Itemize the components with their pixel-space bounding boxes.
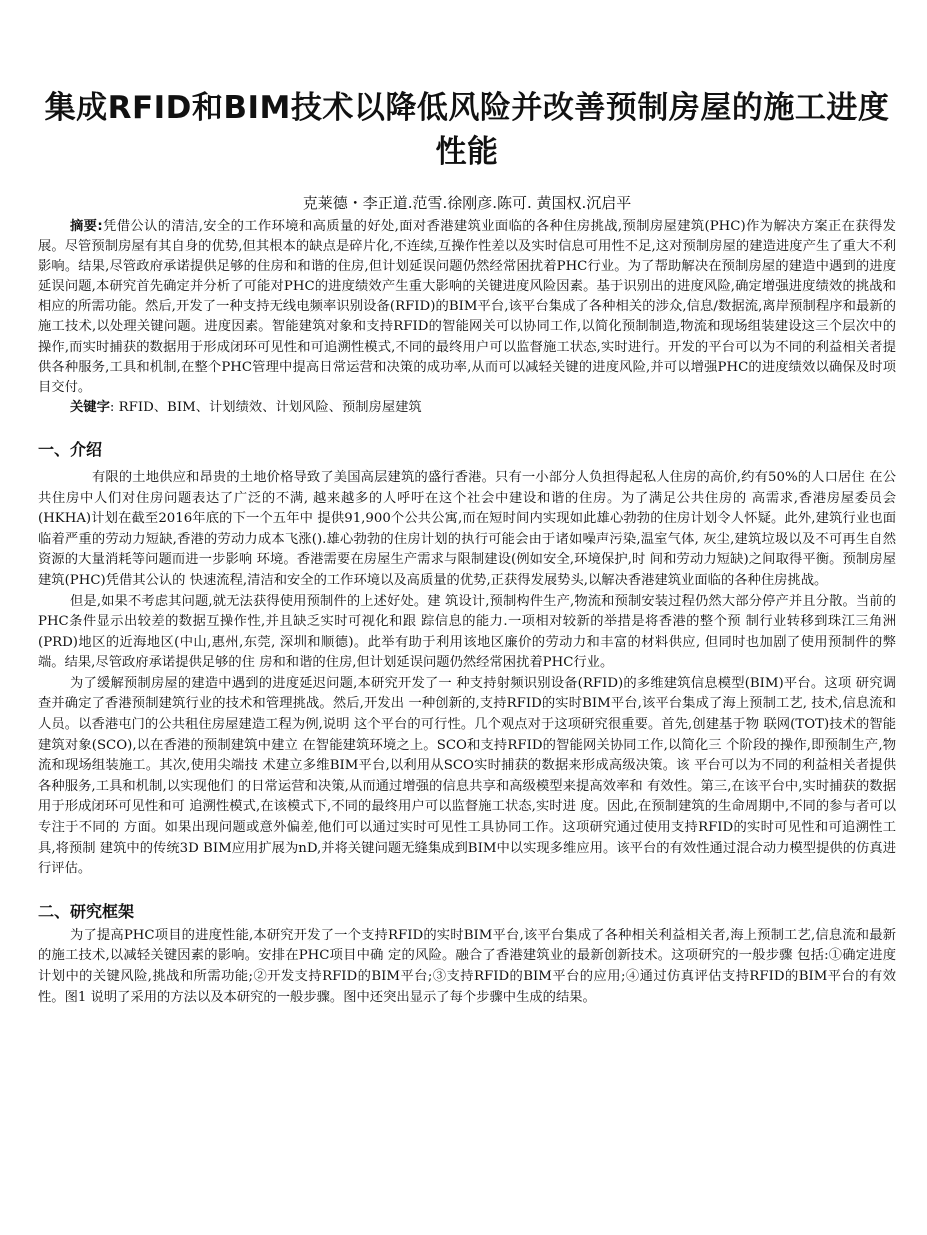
keywords-label: 关键字 (70, 399, 110, 415)
paragraph: 有限的土地供应和昂贵的土地价格导致了美国高层建筑的盛行香港。只有一小部分人负担得起私人住房的高价,约有50%的人口居住 在公共住房中人们对住房问题表达了广泛的不满, 越来越多的人呼吁在这个社会中建设和谐的住房。为了满足公共住房的 高需求,香港房屋委员会(HKHA)计划在截至2016年底的下一个五年中 提供91,900个公共公寓,而在短时间内实现如此雄心勃勃的住房计划令人怀疑。此外,建筑行业也面临着严重的劳动力短缺,香港的劳动力成本飞涨().雄心勃勃的住房计划的执行可能会由于诸如噪声污染,温室气体, 灰尘,建筑垃圾以及不可再生自然资源的大量消耗等问题而进一步影响 环境。香港需要在房屋生产需求与限制建设(例如安全,环境保护,时 间和劳动力短缺)之间取得平衡。预制房屋建筑(PHC)凭借其公认的 快速流程,清洁和安全的工作环境以及高质量的优势,正获得发展势头,以解决香港建筑业面临的各种住房挑战。 (38, 469, 896, 588)
abstract-text: 凭借公认的清洁,安全的工作环境和高质量的好处,面对香港建筑业面临的各种住房挑战,预制房屋建筑(PHC)作为解决方案正在获得发展。尽管预制房屋有其自身的优势,但其根本的缺点是碎片化,不连续,互操作性差以及实时信息可用性不足,这对预制房屋的建造进度产生了重大不利影响。结果,尽管政府承诺提供足够的住房和和谐的住房,但计划延误问题仍然经常困扰着PHC行业。为了帮助解决在预制房屋的建造中遇到的进度延误问题,本研究首先确定并分析了可能对PHC的进度绩效产生重大影响的关键进度风险因素。基于识别出的进度风险,确定增强进度绩效的挑战和相应的所需功能。然后,开发了一种支持无线电频率识别设备(RFID)的BIM平台,该平台集成了各种相关的涉众,信息/数据流,离岸预制程序和最新的施工技术,以处理关键问题。进度因素。智能建筑对象和支持RFID的智能网关可以协同工作,以简化预制制造,物流和现场组装建设这三个层次中的操作,而实时捕获的数据用于形成闭环可见性和可追溯性模式,不同的最终用户可以监督施工状态,实时进行。开发的平台可以为不同的利益相关者提供各种服务,工具和机制,在整个PHC管理中提高日常运营和决策的成功率,从而可以减轻关键的进度风险,并可以增强PHC的进度绩效以确保及时项目交付。 (38, 219, 896, 395)
section-research-framework (38, 900, 896, 1008)
author-list: 克莱德・李正道.范雪.徐刚彦.陈可. 黄国权.沉启平 (302, 194, 632, 212)
paper-page (38, 86, 896, 1008)
abstract-label: 摘要: (70, 219, 103, 234)
section-heading: 二、研究框架 (38, 901, 135, 921)
paragraph: 为了提高PHC项目的进度性能,本研究开发了一个支持RFID的实时BIM平台,该平台集成了各种相关利益相关者,海上预制工艺,信息流和最新的施工技术,以减轻关键因素的影响。安排在PHC项目中确 定的风险。融合了香港建筑业的最新创新技术。这项研究的一般步骤 包括:①确定进度计划中的关键风险,挑战和所需功能;②开发支持RFID的BIM平台;③支持RFID的BIM平台的应用;④通过仿真评估支持RFID的BIM平台的有效性。图1 说明了采用的方法以及本研究的一般步骤。图中还突出显示了每个步骤中生成的结果。 (38, 927, 896, 1005)
abstract (38, 217, 896, 398)
paper-title: 集成RFID和BIM技术以降低风险并改善预制房屋的施工进度性能 (44, 90, 890, 170)
section-heading: 一、介绍 (38, 439, 103, 459)
paragraph: 为了缓解预制房屋的建造中遇到的进度延迟问题,本研究开发了一 种支持射频识别设备(RFID)的多维建筑信息模型(BIM)平台。这项 研究调查并确定了香港预制建筑行业的技术和管理挑战。然后,开发出 一种创新的,支持RFID的实时BIM平台,该平台集成了海上预制工艺, 技术,信息流和人员。以香港屯门的公共租住房屋建造工程为例,说明 这个平台的可行性。几个观点对于这项研究很重要。首先,创建基于物 联网(TOT)技术的智能建筑对象(SCO),以在香港的预制建筑中建立 在智能建筑环境之上。SCO和支持RFID的智能网关协同工作,以简化三 个阶段的操作,即预制生产,物流和现场组装施工。其次,使用尖端技 术建立多维BIM平台,以利用从SCO实时捕获的数据来形成高级决策。该 平台可以为不同的利益相关者提供各种服务,工具和机制,以实现他们 的日常运营和决策,从而通过增强的信息共享和高级模型来提高效率和 有效性。第三,在该平台中,实时捕获的数据用于形成闭环可见性和可 追溯性模式,在该模式下,不同的最终用户可以监督施工状态,实时进 度。因此,在预制建筑的生命周期中,不同的参与者可以专注于不同的 方面。如果出现问题或意外偏差,他们可以通过实时可见性工具协同工作。这项研究通过使用支持RFID的实时可见性和可追溯性工具,将预制 建筑中的传统3D BIM应用扩展为nD,并将关键问题无缝集成到BIM中以实现多维应用。该平台的有效性通过混合动力模型提供的仿真进行评估。 (38, 675, 896, 877)
keywords-text: : RFID、BIM、计划绩效、计划风险、预制房屋建筑 (109, 399, 422, 415)
section-introduction (38, 438, 896, 880)
keywords (38, 398, 896, 418)
paragraph: 但是,如果不考虑其问题,就无法获得使用预制件的上述好处。建 筑设计,预制构件生产,物流和预制安装过程仍然大部分停产并且分散。当前的PHC条件显示出较差的数据互操作性,并且缺乏实时可视化和跟 踪信息的能力.一项相对较新的举措是将香港的整个预 制行业转移到珠江三角洲(PRD)地区的近海地区(中山,惠州,东莞, 深圳和顺德)。此举有助于利用该地区廉价的劳动力和丰富的材料供应, 但同时也加剧了使用预制件的弊端。结果,尽管政府承诺提供足够的住 房和和谐的住房,但计划延误问题仍然经常困扰着PHC行业。 (38, 593, 896, 671)
